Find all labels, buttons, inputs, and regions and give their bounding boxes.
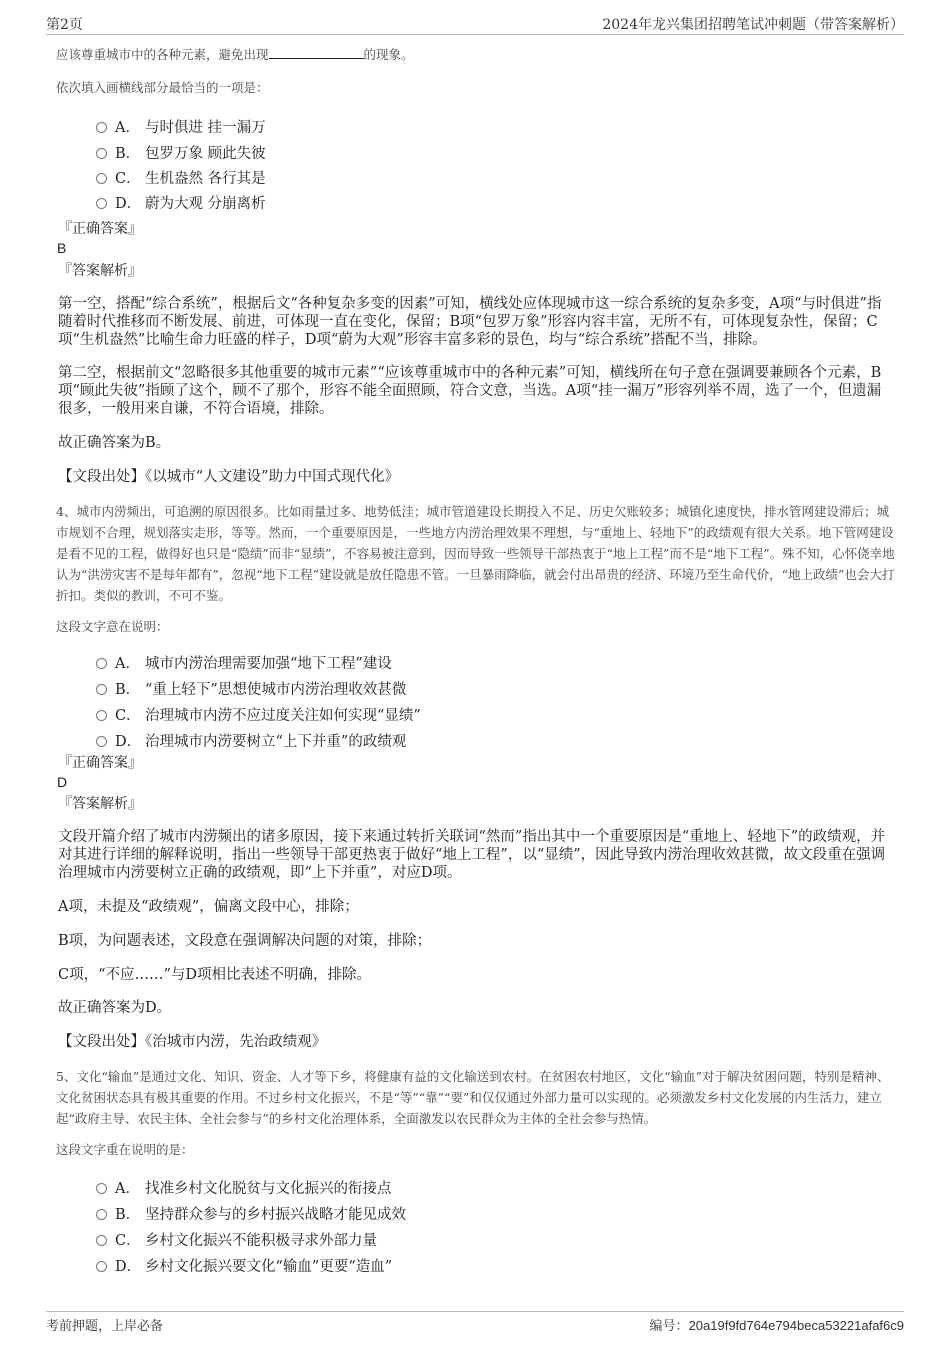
q5-option-a[interactable]: A． 找准乡村文化脱贫与文化振兴的衔接点 bbox=[96, 1177, 392, 1197]
q4-analysis-label: 『答案解析』 bbox=[58, 796, 142, 812]
q4-option-b[interactable]: B． “重上轻下”思想使城市内涝治理收效甚微 bbox=[96, 678, 406, 698]
page-footer bbox=[46, 1311, 904, 1335]
q5-option-d[interactable]: D． 乡村文化振兴要文化“输血”更要“造血” bbox=[96, 1255, 392, 1275]
document-title: 2024年龙兴集团招聘笔试冲刺题（带答案解析） bbox=[602, 17, 904, 33]
q4-passage: 4、城市内涝频出，可追溯的原因很多。比如雨量过多、地势低洼；城市管道建设长期投入不足、历史欠账较多；城镇化速度快，排水管网建设滞后；城市规划不合理，规划落实走形，等等。然而，一个重要原因是，一些地方内涝治理效果不理想，与“重地上、轻地下”的政绩观有很大关系。地下管网建设是看不见的工程，做得好也只是“隐绩”而非“显绩”，不容易被注意到，因而导致一些领导干部热衷于“地上工程”而不是“地下工程”。殊不知，心怀侥幸地认为“洪涝灾害不是每年都有”，忽视“地下工程”建设就是放任隐患不管。一旦暴雨降临，就会付出昂贵的经济、环境乃至生命代价，“地上政绩”也会大打折扣。类似的教训，不可不鉴。 bbox=[56, 504, 895, 603]
q4-analysis-1: 文段开篇介绍了城市内涝频出的诸多原因，接下来通过转折关联词“然而”指出其中一个重要原因是“重地上、轻地下”的政绩观，并对其进行详细的解释说明，指出一些领导干部更热衷于做好“地上工程”，以“显绩”，因此导致内涝治理收效甚微，故文段重在强调治理城市内涝要树立正确的政绩观，即“上下并重”，对应D项。 bbox=[58, 829, 886, 881]
radio-icon[interactable] bbox=[96, 1235, 107, 1246]
radio-icon[interactable] bbox=[96, 710, 107, 721]
q3-stem-end: 应该尊重城市中的各种元素，避免出现 的现象。 bbox=[56, 47, 414, 62]
q3-source: 【文段出处】《以城市“人文建设”助力中国式现代化》 bbox=[58, 469, 400, 485]
q4-option-c[interactable]: C． 治理城市内涝不应过度关注如何实现“显绩” bbox=[96, 704, 421, 724]
radio-icon[interactable] bbox=[96, 684, 107, 695]
radio-icon[interactable] bbox=[96, 1209, 107, 1220]
q3-option-b[interactable]: B． 包罗万象 顾此失彼 bbox=[96, 142, 266, 162]
radio-icon[interactable] bbox=[96, 736, 107, 747]
q4-option-d[interactable]: D． 治理城市内涝要树立“上下并重”的政绩观 bbox=[96, 730, 406, 750]
radio-icon[interactable] bbox=[96, 198, 107, 209]
radio-icon[interactable] bbox=[96, 173, 107, 184]
q3-prompt: 依次填入画横线部分最恰当的一项是： bbox=[56, 80, 269, 95]
q5-passage: 5、文化“输血”是通过文化、知识、资金、人才等下乡，将健康有益的文化输送到农村。在贫困农村地区，文化“输血”对于解决贫困问题，特别是精神、文化贫困状态具有极其重要的作用。不过乡村文化振兴，不是“等”“靠”“要”和仅仅通过外部力量可以实现的。必须激发乡村文化发展的内生活力，建立起“政府主导、农民主体、全社会参与”的乡村文化治理体系，全面激发以农民群众为主体的全社会参与热情。 bbox=[56, 1069, 890, 1126]
q4-analysis-c: C项，“不应……”与D项相比表述不明确，排除。 bbox=[58, 967, 372, 983]
radio-icon[interactable] bbox=[96, 1261, 107, 1272]
q3-answer-label: 『正确答案』 bbox=[58, 221, 142, 237]
q4-source: 【文段出处】《治城市内涝，先治政绩观》 bbox=[58, 1034, 327, 1050]
q5-option-c[interactable]: C． 乡村文化振兴不能积极寻求外部力量 bbox=[96, 1229, 377, 1249]
q3-analysis-label: 『答案解析』 bbox=[58, 263, 142, 279]
q4-option-a[interactable]: A． 城市内涝治理需要加强“地下工程”建设 bbox=[96, 652, 392, 672]
q3-option-a[interactable]: A． 与时俱进 挂一漏万 bbox=[96, 116, 266, 136]
footer-slogan: 考前押题，上岸必备 bbox=[46, 1319, 164, 1334]
radio-icon[interactable] bbox=[96, 122, 107, 133]
q4-answer-label: 『正确答案』 bbox=[58, 755, 142, 771]
radio-icon[interactable] bbox=[96, 148, 107, 159]
radio-icon[interactable] bbox=[96, 658, 107, 669]
page-header bbox=[46, 14, 904, 35]
q4-answer: D bbox=[57, 774, 68, 790]
q4-prompt: 这段文字意在说明： bbox=[56, 619, 169, 634]
q4-conclusion: 故正确答案为D。 bbox=[58, 1000, 172, 1016]
q4-analysis-a: A项，未提及“政绩观”，偏离文段中心，排除； bbox=[58, 899, 359, 915]
fill-blank bbox=[269, 46, 364, 59]
page-number: 第2页 bbox=[46, 17, 83, 33]
q3-analysis-2: 第二空，根据前文“忽略很多其他重要的城市元素”“应该尊重城市中的各种元素”可知，横线所在句子意在强调要兼顾各个元素，B项“顾此失彼”指顾了这个，顾不了那个，形容不能全面照顾，符合文意，当选。A项“挂一漏万”形容列举不周，选了一个，但遗漏很多，一般用来自谦，不符合语境，排除。 bbox=[58, 365, 882, 417]
q4-analysis-b: B项，为问题表述，文段意在强调解决问题的对策，排除； bbox=[58, 933, 432, 949]
q5-option-b[interactable]: B． 坚持群众参与的乡村振兴战略才能见成效 bbox=[96, 1203, 406, 1223]
q3-analysis-1: 第一空，搭配“综合系统”，根据后文“各种复杂多变的因素”可知，横线处应体现城市这一综合系统的复杂多变，A项“与时俱进”指随着时代推移而不断发展、前进，可体现一直在变化，保留；B项“包罗万象”形容内容丰富，无所不有，可体现复杂性，保留；C项“生机盎然”比喻生命力旺盛的样子，D项“蔚为大观”形容丰富多彩的景色，均与“综合系统”搭配不当，排除。 bbox=[58, 296, 882, 348]
q5-prompt: 这段文字重在说明的是： bbox=[56, 1142, 194, 1157]
document-code: 编号：20a19f9fd764e794beca53221afaf6c9 bbox=[649, 1318, 904, 1334]
q3-conclusion: 故正确答案为B。 bbox=[58, 435, 171, 451]
q3-answer: B bbox=[57, 240, 67, 256]
radio-icon[interactable] bbox=[96, 1183, 107, 1194]
q3-option-c[interactable]: C． 生机盎然 各行其是 bbox=[96, 167, 266, 187]
q3-option-d[interactable]: D． 蔚为大观 分崩离析 bbox=[96, 192, 266, 212]
